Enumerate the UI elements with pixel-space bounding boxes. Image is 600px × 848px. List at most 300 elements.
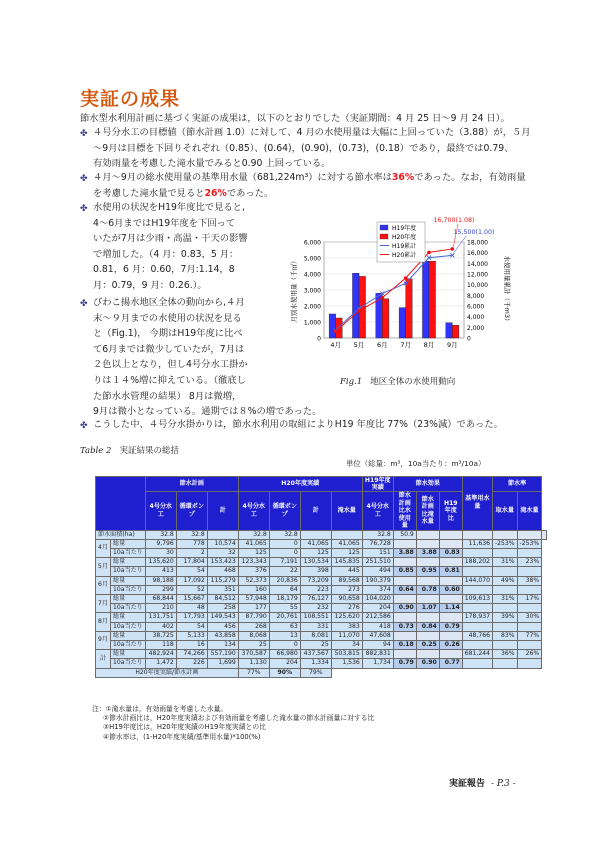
- y-tick-label: 3,000: [303, 287, 321, 295]
- table-cell: 482,924: [145, 650, 176, 659]
- point-h20-cumulative: [451, 247, 455, 251]
- page-number: - P.3 -: [491, 779, 516, 789]
- table-cell: [439, 576, 462, 585]
- bullet-4-line-8: 9月は微小となっている。通期では８%の増であった。: [93, 406, 322, 418]
- figure-caption-text: 地区全体の水使用動向: [370, 377, 456, 387]
- table-cell: 232: [300, 604, 331, 613]
- table-cell: 36%: [492, 650, 517, 659]
- table-cell: 125: [238, 548, 269, 557]
- table-cell: 30: [145, 548, 176, 557]
- ratio-cell: 90%: [269, 668, 300, 677]
- table-label: Table 2: [80, 446, 112, 456]
- table-cell: 123,343: [238, 558, 269, 567]
- table-cell: 26%: [517, 650, 542, 659]
- table-cell: [393, 539, 416, 548]
- bullet-2: [80, 170, 526, 201]
- table-caption-text: 実証結果の総括: [119, 446, 180, 456]
- table-cell: 76,127: [300, 594, 331, 603]
- table-cell: 0.85: [393, 567, 416, 576]
- bullet-1-line-2: ～9月は目標を下回りそれぞれ（0.85）、(0.64)，(0.90)，(0.73)，(0.18）であり，最終では0.79、: [93, 142, 514, 154]
- table-cell: [462, 659, 492, 668]
- table-cell: 210: [145, 604, 176, 613]
- row-kind-label: 総量: [110, 650, 145, 659]
- note-1: 注：①滝水量は，有効雨量を考慮した水量。: [92, 705, 228, 713]
- bullet-2-text-d: であった。: [226, 187, 274, 199]
- bar-h20: [429, 261, 436, 338]
- subheader-0: 4号分水工: [145, 492, 176, 531]
- table-cell: [393, 558, 416, 567]
- table-cell: 0.90: [393, 604, 416, 613]
- table-cell: 258: [207, 604, 238, 613]
- table-cell: 0: [269, 539, 300, 548]
- row-kind-label: 総量: [110, 558, 145, 567]
- table-cell: 73,209: [300, 576, 331, 585]
- row-kind-label: 10a当たり: [110, 659, 145, 668]
- table-cell: 23%: [517, 558, 542, 567]
- table-cell: 32.8: [269, 530, 300, 539]
- table-cell: 11,070: [331, 631, 362, 640]
- y-tick-label: 1,000: [303, 319, 321, 327]
- table-cell: 1.14: [439, 604, 462, 613]
- table-cell: 177: [238, 604, 269, 613]
- table-cell: [393, 594, 416, 603]
- area-label: 節水面積(ha): [96, 530, 146, 539]
- table-cell: 17,092: [176, 576, 207, 585]
- table-cell: 18,179: [269, 594, 300, 603]
- y2-tick-label: 14,000: [467, 260, 488, 268]
- table-row: [96, 576, 547, 585]
- table-cell: [207, 530, 238, 539]
- table-cell: 0.60: [439, 585, 462, 594]
- y-tick-label: 5,000: [303, 255, 321, 263]
- bullet-4-line-7: た節水水管理の結果） 8月は微増，: [93, 390, 242, 402]
- table-cell: 25: [238, 640, 269, 649]
- month-label: 8月: [96, 613, 111, 631]
- bullet-4-line-4: て6月までは微少していたが，7月は: [93, 343, 245, 355]
- bullet-1-line-1: ４号分水工の目標値（節水計画 1.0）に対して、4 月の水使用量は大幅に上回っていた（3.88）が，５月: [93, 127, 531, 138]
- note-3: ③H19年度比は，H20年度実績のH19年度実績との比: [103, 723, 266, 732]
- table-cell: [492, 659, 517, 668]
- subheader-11: 取水量: [492, 492, 517, 531]
- table-cell: 16: [176, 640, 207, 649]
- month-label: 6月: [96, 576, 111, 594]
- table-cell: [517, 530, 542, 539]
- table-cell: [462, 604, 492, 613]
- point-h20-cumulative: [404, 276, 408, 280]
- table-cell: 1,130: [238, 659, 269, 668]
- table-cell: [462, 567, 492, 576]
- table-cell: [416, 558, 439, 567]
- x-tick-label: 7月: [400, 341, 411, 349]
- table-cell: 30%: [517, 613, 542, 622]
- subheader-7: 4号分水工: [362, 492, 393, 531]
- y2-tick-label: 16,000: [467, 250, 488, 258]
- table-cell: [439, 594, 462, 603]
- table-cell: [492, 622, 517, 631]
- table-cell: 130,534: [300, 558, 331, 567]
- row-kind-label: 10a当たり: [110, 622, 145, 631]
- table-cell: [416, 539, 439, 548]
- table-cell: 11,636: [462, 539, 492, 548]
- row-kind-label: 10a当たり: [110, 567, 145, 576]
- table-cell: 144,070: [462, 576, 492, 585]
- table-cell: 39%: [492, 613, 517, 622]
- bullet-2-text-b: であった。なお，有効雨量: [414, 172, 526, 183]
- subheader-3: 4号分水工: [238, 492, 269, 531]
- bar-h20: [452, 325, 459, 338]
- results-table: [95, 476, 547, 678]
- bullet-2-text-c: を考慮した滝水量で見ると: [93, 187, 205, 199]
- row-kind-label: 10a当たり: [110, 585, 145, 594]
- month-label: 4月: [96, 539, 111, 557]
- table-cell: 64: [269, 585, 300, 594]
- table-cell: [517, 640, 542, 649]
- table-cell: 160: [238, 585, 269, 594]
- table-row: [96, 567, 547, 576]
- header-plan: 節水計画: [145, 477, 238, 492]
- table-cell: 383: [331, 622, 362, 631]
- table-cell: [462, 622, 492, 631]
- bullet-marker-icon: ✤: [80, 129, 88, 139]
- table-cell: 370,587: [238, 650, 269, 659]
- table-cell: 0.95: [416, 567, 439, 576]
- table-cell: 13: [269, 631, 300, 640]
- table-cell: 17%: [517, 594, 542, 603]
- x-tick-label: 5月: [353, 341, 365, 349]
- table-cell: 66,980: [269, 650, 300, 659]
- table-cell: 437,567: [300, 650, 331, 659]
- row-kind-label: 10a当たり: [110, 604, 145, 613]
- table-cell: 84,512: [207, 594, 238, 603]
- header-base: 基準用水量: [462, 477, 492, 531]
- table-cell: 25: [300, 640, 331, 649]
- table-cell: 188,202: [462, 558, 492, 567]
- table-cell: 299: [145, 585, 176, 594]
- table-row: [96, 558, 547, 567]
- table-cell: 38,725: [145, 631, 176, 640]
- month-label: 7月: [96, 594, 111, 612]
- notes: [92, 705, 374, 742]
- legend-label: H20年度: [392, 234, 417, 241]
- table-cell: 204: [269, 659, 300, 668]
- table-cell: 1,472: [145, 659, 176, 668]
- table-cell: 190,379: [362, 576, 393, 585]
- table-cell: 32: [207, 548, 238, 557]
- table-cell: [300, 530, 331, 539]
- table-cell: [517, 585, 542, 594]
- table-cell: 17,793: [176, 613, 207, 622]
- table-cell: [517, 548, 542, 557]
- table-cell: 43,858: [207, 631, 238, 640]
- table-cell: 153,423: [207, 558, 238, 567]
- table-cell: 398: [300, 567, 331, 576]
- table-cell: [462, 548, 492, 557]
- header-effect: 節水効果: [393, 477, 462, 492]
- y-tick-label: 2,000: [303, 303, 321, 311]
- table-cell: [517, 604, 542, 613]
- table-cell: 49%: [492, 576, 517, 585]
- y2-tick-label: 4,000: [467, 314, 485, 322]
- table-cell: 2: [176, 548, 207, 557]
- bullet-marker-icon: ✤: [80, 421, 88, 431]
- table-cell: 151: [362, 548, 393, 557]
- table-cell: 351: [207, 585, 238, 594]
- legend-label: H19年度: [392, 225, 417, 232]
- table-row: [96, 539, 547, 548]
- unit-note: 単位（総量：m³，10a当たり：m³/10a）: [346, 459, 486, 468]
- bar-h20: [382, 299, 389, 338]
- table-cell: 118: [145, 640, 176, 649]
- table-cell: 34: [331, 640, 362, 649]
- table-cell: 41,065: [238, 539, 269, 548]
- table-cell: [439, 539, 462, 548]
- table-row: [96, 613, 547, 622]
- annotation-h20-total: 16,700(1.08): [433, 217, 475, 224]
- table-cell: [439, 631, 462, 640]
- table-cell: 445: [331, 567, 362, 576]
- table-cell: 418: [362, 622, 393, 631]
- table-cell: [439, 613, 462, 622]
- table-cell: 1.07: [416, 604, 439, 613]
- subheader-4: 循環ポンプ: [269, 492, 300, 531]
- page-title: 実証の成果: [80, 88, 181, 110]
- table-cell: 402: [145, 622, 176, 631]
- table-cell: 212,586: [362, 613, 393, 622]
- table-cell: 0.18: [393, 640, 416, 649]
- y-tick-label: 6,000: [303, 239, 321, 247]
- table-cell: 204: [362, 604, 393, 613]
- table-cell: 31%: [492, 594, 517, 603]
- table-cell: [492, 548, 517, 557]
- table-cell: 125: [331, 548, 362, 557]
- table-cell: 8,068: [238, 631, 269, 640]
- table-cell: 681,244: [462, 650, 492, 659]
- table-cell: 48: [176, 604, 207, 613]
- bullet-2-text-a: ４月～9月の総水使用量の基準用水量（681,224m³）に対する節水率は: [93, 172, 392, 183]
- table-cell: 83%: [492, 631, 517, 640]
- y2-tick-label: 10,000: [467, 282, 488, 290]
- table-cell: 413: [145, 567, 176, 576]
- table-cell: 32.8: [238, 530, 269, 539]
- table-cell: [492, 567, 517, 576]
- table-cell: [393, 650, 416, 659]
- table-cell: 87,790: [238, 613, 269, 622]
- table-cell: 41,065: [331, 539, 362, 548]
- saving-rate-intake: 36%: [391, 172, 415, 183]
- table-cell: [393, 576, 416, 585]
- table-cell: 268: [238, 622, 269, 631]
- table-cell: [439, 530, 462, 539]
- point-h20-cumulative: [357, 309, 361, 313]
- table-cell: [416, 594, 439, 603]
- table-cell: 0.90: [416, 659, 439, 668]
- table-cell: 376: [238, 567, 269, 576]
- bullet-3-line-2: 4～6月まではH19年度を下回って: [93, 217, 236, 229]
- y2-tick-label: 0: [467, 335, 471, 343]
- table-cell: 8,081: [300, 631, 331, 640]
- bullet-5: [80, 417, 503, 433]
- table-cell: [517, 659, 542, 668]
- legend-swatch: [380, 225, 388, 230]
- table-cell: 145,835: [331, 558, 362, 567]
- table-cell: 882,831: [362, 650, 393, 659]
- table-cell: [542, 530, 547, 539]
- x-tick-label: 4月: [330, 341, 341, 349]
- subheader-9: 節水計画比滝水量: [416, 492, 439, 531]
- y2-tick-label: 6,000: [467, 303, 485, 311]
- table-cell: 41,065: [300, 539, 331, 548]
- table-cell: [439, 650, 462, 659]
- table-cell: 178,937: [462, 613, 492, 622]
- bullet-4-line-3: と（Fig.1)， 今期はH19年度に比べ: [93, 328, 243, 340]
- table-cell: 0.77: [439, 659, 462, 668]
- legend-swatch: [380, 234, 388, 239]
- y2-tick-label: 8,000: [467, 292, 485, 300]
- footer: [449, 776, 516, 789]
- table-cell: 374: [362, 585, 393, 594]
- bullet-marker-icon: ✤: [80, 299, 88, 309]
- table-cell: 32.8: [176, 530, 207, 539]
- bullet-3-line-6: 月：0.79，9 月：0.26.）。: [93, 279, 207, 291]
- bullet-4-line-5: ２色以上となり，但し4号分水工掛か: [93, 359, 248, 371]
- table-cell: 15,667: [176, 594, 207, 603]
- table-cell: [517, 622, 542, 631]
- table-cell: 331: [300, 622, 331, 631]
- bullet-3-line-4: で増加した。（4 月：0.83，5 月：: [93, 248, 239, 260]
- table-cell: 76,728: [362, 539, 393, 548]
- table-cell: 57,948: [238, 594, 269, 603]
- table-caption: [80, 444, 179, 456]
- table-cell: 94: [362, 640, 393, 649]
- ratio-cell: 79%: [300, 668, 331, 677]
- table-cell: [492, 604, 517, 613]
- table-cell: 1,536: [331, 659, 362, 668]
- corner-header: [96, 477, 146, 531]
- point-h20-cumulative: [381, 296, 385, 300]
- table-cell: [393, 613, 416, 622]
- table-cell: 20,836: [269, 576, 300, 585]
- subheader-12: 滝水量: [517, 492, 542, 531]
- table-row: [96, 585, 547, 594]
- table-cell: 0: [269, 640, 300, 649]
- table-row: [96, 530, 547, 539]
- x-tick-label: 9月: [447, 341, 458, 349]
- y2-tick-label: 12,000: [467, 271, 488, 279]
- table-cell: 63: [269, 622, 300, 631]
- table-cell: 1,699: [207, 659, 238, 668]
- table-cell: 134: [207, 640, 238, 649]
- footer-title: 実証報告: [449, 779, 486, 789]
- y2-axis-label: 水使用量累計（千m3）: [503, 255, 511, 325]
- table-cell: 778: [176, 539, 207, 548]
- table-cell: 3.88: [393, 548, 416, 557]
- subheader-1: 循環ポンプ: [176, 492, 207, 531]
- row-kind-label: 総量: [110, 631, 145, 640]
- table-cell: 125: [300, 548, 331, 557]
- point-h20-cumulative: [334, 330, 338, 334]
- table-cell: 74,266: [176, 650, 207, 659]
- table-row: [96, 604, 547, 613]
- x-tick-label: 6月: [377, 341, 388, 349]
- annotation-h19-total: 15,500(1.00): [453, 229, 495, 236]
- legend-label: H20累計: [392, 252, 417, 259]
- table-cell: 98,188: [145, 576, 176, 585]
- table-cell: 3.88: [416, 548, 439, 557]
- table-cell: 273: [331, 585, 362, 594]
- table-row: [96, 622, 547, 631]
- table-cell: 109,613: [462, 594, 492, 603]
- header-h19: H19年度実績: [362, 477, 393, 492]
- month-label: 9月: [96, 631, 111, 649]
- bullet-marker-icon: ✤: [80, 174, 88, 184]
- table-cell: 77%: [517, 631, 542, 640]
- y-axis-label: 月別水使用量（千㎥）: [290, 257, 298, 323]
- table-cell: 468: [207, 567, 238, 576]
- table-cell: 0.64: [393, 585, 416, 594]
- bullet-marker-icon: ✤: [80, 204, 88, 214]
- table-cell: 38%: [517, 576, 542, 585]
- header-rate: 節水率: [492, 477, 541, 492]
- intro-text: 節水型水利用計画に基づく実証の成果は，以下のとおりでした（実証期間：4 月 25 日～9 月 24 日）。: [80, 113, 510, 124]
- table-cell: 7,191: [269, 558, 300, 567]
- subheader-5: 計: [300, 492, 331, 531]
- bullet-4-line-1: びわこ揚水地区全体の動向から,４月: [93, 297, 245, 308]
- table-cell: 52,373: [238, 576, 269, 585]
- table-cell: [416, 613, 439, 622]
- table-cell: [462, 640, 492, 649]
- month-label: 計: [96, 650, 111, 668]
- header-h20: H20年度実績: [238, 477, 362, 492]
- bullet-3-line-1: 水使用の状況をH19年度比で見ると,: [93, 202, 245, 213]
- y-tick-label: 4,000: [303, 271, 321, 279]
- table-cell: 54: [176, 622, 207, 631]
- table-cell: 90,658: [331, 594, 362, 603]
- table-cell: 115,279: [207, 576, 238, 585]
- table-cell: 149,543: [207, 613, 238, 622]
- ratio-cell: 77%: [238, 668, 269, 677]
- table-cell: 54: [176, 567, 207, 576]
- table-cell: 494: [362, 567, 393, 576]
- row-kind-label: 総量: [110, 594, 145, 603]
- table-cell: 32.8: [362, 530, 393, 539]
- table-row: [96, 650, 547, 659]
- row-kind-label: 10a当たり: [110, 640, 145, 649]
- table-cell: 0: [269, 548, 300, 557]
- saving-rate-effective: 26%: [204, 187, 227, 199]
- water-use-chart: [284, 210, 510, 370]
- table-cell: 135,620: [145, 558, 176, 567]
- table-cell: 0.26: [439, 640, 462, 649]
- table-cell: [462, 585, 492, 594]
- bullet-3-line-5: 0.81，6 月：0.60，7月:1.14，8: [93, 264, 235, 276]
- table-cell: 50.9: [393, 530, 416, 539]
- table-cell: 68,844: [145, 594, 176, 603]
- table-cell: 0.79: [393, 659, 416, 668]
- table-cell: 0.81: [439, 567, 462, 576]
- bullet-5-line-1: こうした中、４号分水掛かりは，節水水利用の取組によりH19 年度比 77%（23%減）であった。: [93, 419, 503, 430]
- note-2: ②節水計画比は，H20年度実績および有効雨量を考慮した滝水量の節水計画量に対する比: [103, 714, 375, 723]
- bullet-1-line-3: 有効雨量を考慮した滝水量でみると0.90 上回っている。: [93, 158, 331, 170]
- subheader-6: 滝水量: [331, 492, 362, 531]
- table-cell: 47,608: [362, 631, 393, 640]
- month-label: 5月: [96, 558, 111, 576]
- table-cell: [416, 576, 439, 585]
- bar-h19: [399, 308, 406, 338]
- table-cell: 0.83: [439, 548, 462, 557]
- table-row: [96, 668, 547, 677]
- point-h20-cumulative: [427, 251, 431, 255]
- table-row: [96, 659, 547, 668]
